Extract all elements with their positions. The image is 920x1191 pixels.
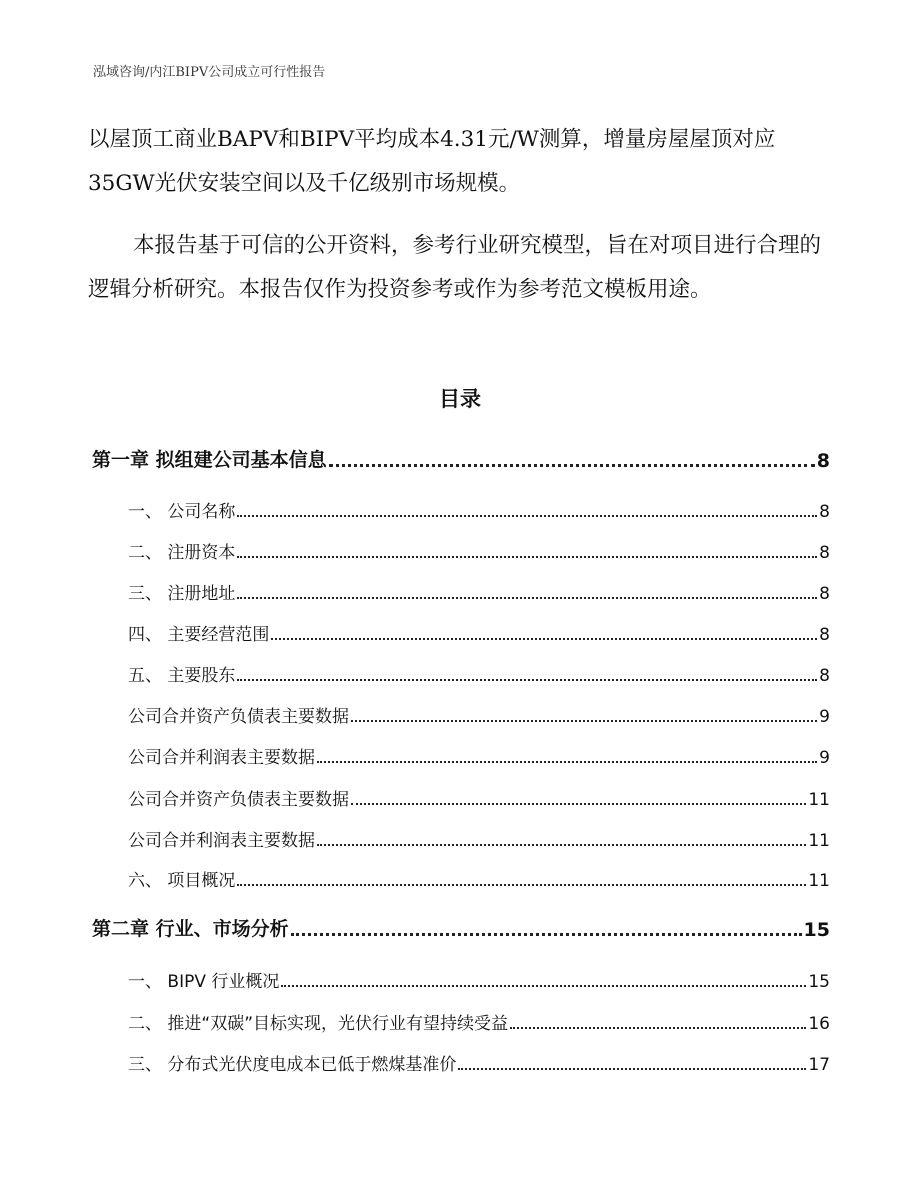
- toc-entry-label: 公司合并利润表主要数据: [128, 748, 315, 768]
- toc-title: 目录: [439, 387, 481, 411]
- toc-entry-label: 四、 主要经营范围: [128, 625, 270, 645]
- toc-section-entry[interactable]: [92, 782, 830, 810]
- toc-dot-leader: [237, 515, 817, 517]
- toc-dot-leader: [237, 884, 806, 886]
- toc-entry-label: 一、 BIPV 行业概况: [128, 972, 280, 992]
- toc-section-entry[interactable]: [92, 699, 830, 727]
- toc-page-number: 9: [819, 748, 830, 768]
- toc-page-number: 15: [808, 972, 830, 992]
- body-paragraph: 本报告基于可信的公开资料，参考行业研究模型，旨在对项目进行合理的逻辑分析研究。本报告仅作为投资参考或作为参考范文模板用途。: [88, 233, 822, 302]
- toc-section-entry[interactable]: [92, 964, 830, 992]
- running-header: 泓域咨询/内江BIPV公司成立可行性报告: [93, 65, 326, 80]
- toc-section-entry[interactable]: [92, 494, 830, 522]
- toc-section-entry[interactable]: [92, 823, 830, 851]
- toc-section-entry[interactable]: [92, 1006, 830, 1034]
- toc-dot-leader: [291, 933, 802, 936]
- toc-page-number: 11: [808, 790, 830, 810]
- toc-entry-label: 三、 分布式光伏度电成本已低于燃煤基准价: [128, 1055, 457, 1075]
- toc-page-number: 8: [819, 502, 830, 522]
- toc-dot-leader: [317, 844, 806, 846]
- toc-section-entry[interactable]: [92, 617, 830, 645]
- toc-dot-leader: [237, 679, 817, 681]
- toc-entry-label: 三、 注册地址: [128, 584, 236, 604]
- toc-entry-label: 第一章 拟组建公司基本信息: [92, 449, 327, 471]
- toc-chapter-entry[interactable]: [92, 444, 830, 472]
- toc-entry-label: 六、 项目概况: [128, 871, 236, 891]
- toc-entry-label: 一、 公司名称: [128, 502, 236, 522]
- toc-entry-label: 五、 主要股东: [128, 666, 236, 686]
- toc-page-number: 8: [819, 543, 830, 563]
- toc-dot-leader: [317, 761, 817, 763]
- toc-entry-label: 公司合并资产负债表主要数据: [128, 707, 349, 727]
- toc-dot-leader: [458, 1068, 806, 1070]
- toc-page-number: 11: [808, 871, 830, 891]
- toc-dot-leader: [351, 720, 817, 722]
- toc-entry-label: 公司合并资产负债表主要数据: [128, 790, 349, 810]
- toc-dot-leader: [271, 638, 817, 640]
- toc-dot-leader: [237, 556, 817, 558]
- toc-entry-label: 第二章 行业、市场分析: [92, 918, 289, 940]
- toc-section-entry[interactable]: [92, 658, 830, 686]
- toc-page-number: 17: [808, 1055, 830, 1075]
- toc-chapter-entry[interactable]: [92, 913, 830, 941]
- toc-entry-label: 公司合并利润表主要数据: [128, 831, 315, 851]
- toc-section-entry[interactable]: [92, 863, 830, 891]
- toc-dot-leader: [329, 464, 815, 467]
- body-paragraph: 以屋顶工商业BAPV和BIPV平均成本4.31元/W测算，增量房屋屋顶对应35GW光伏安装空间以及千亿级别市场规模。: [88, 127, 776, 196]
- toc-page-number: 9: [819, 707, 830, 727]
- toc-section-entry[interactable]: [92, 535, 830, 563]
- toc-section-entry[interactable]: [92, 740, 830, 768]
- toc-dot-leader: [281, 985, 806, 987]
- toc-page-number: 8: [816, 450, 830, 472]
- toc-entry-label: 二、 注册资本: [128, 543, 236, 563]
- toc-page-number: 16: [808, 1014, 830, 1034]
- toc-dot-leader: [351, 803, 806, 805]
- toc-page-number: 15: [803, 919, 830, 941]
- toc-section-entry[interactable]: [92, 1047, 830, 1075]
- toc-page-number: 8: [819, 584, 830, 604]
- toc-page-number: 8: [819, 666, 830, 686]
- toc-page-number: 11: [808, 831, 830, 851]
- toc-section-entry[interactable]: [92, 576, 830, 604]
- toc-dot-leader: [510, 1027, 806, 1029]
- toc-entry-label: 二、 推进“双碳”目标实现，光伏行业有望持续受益: [128, 1014, 509, 1034]
- toc-dot-leader: [237, 597, 817, 599]
- toc-page-number: 8: [819, 625, 830, 645]
